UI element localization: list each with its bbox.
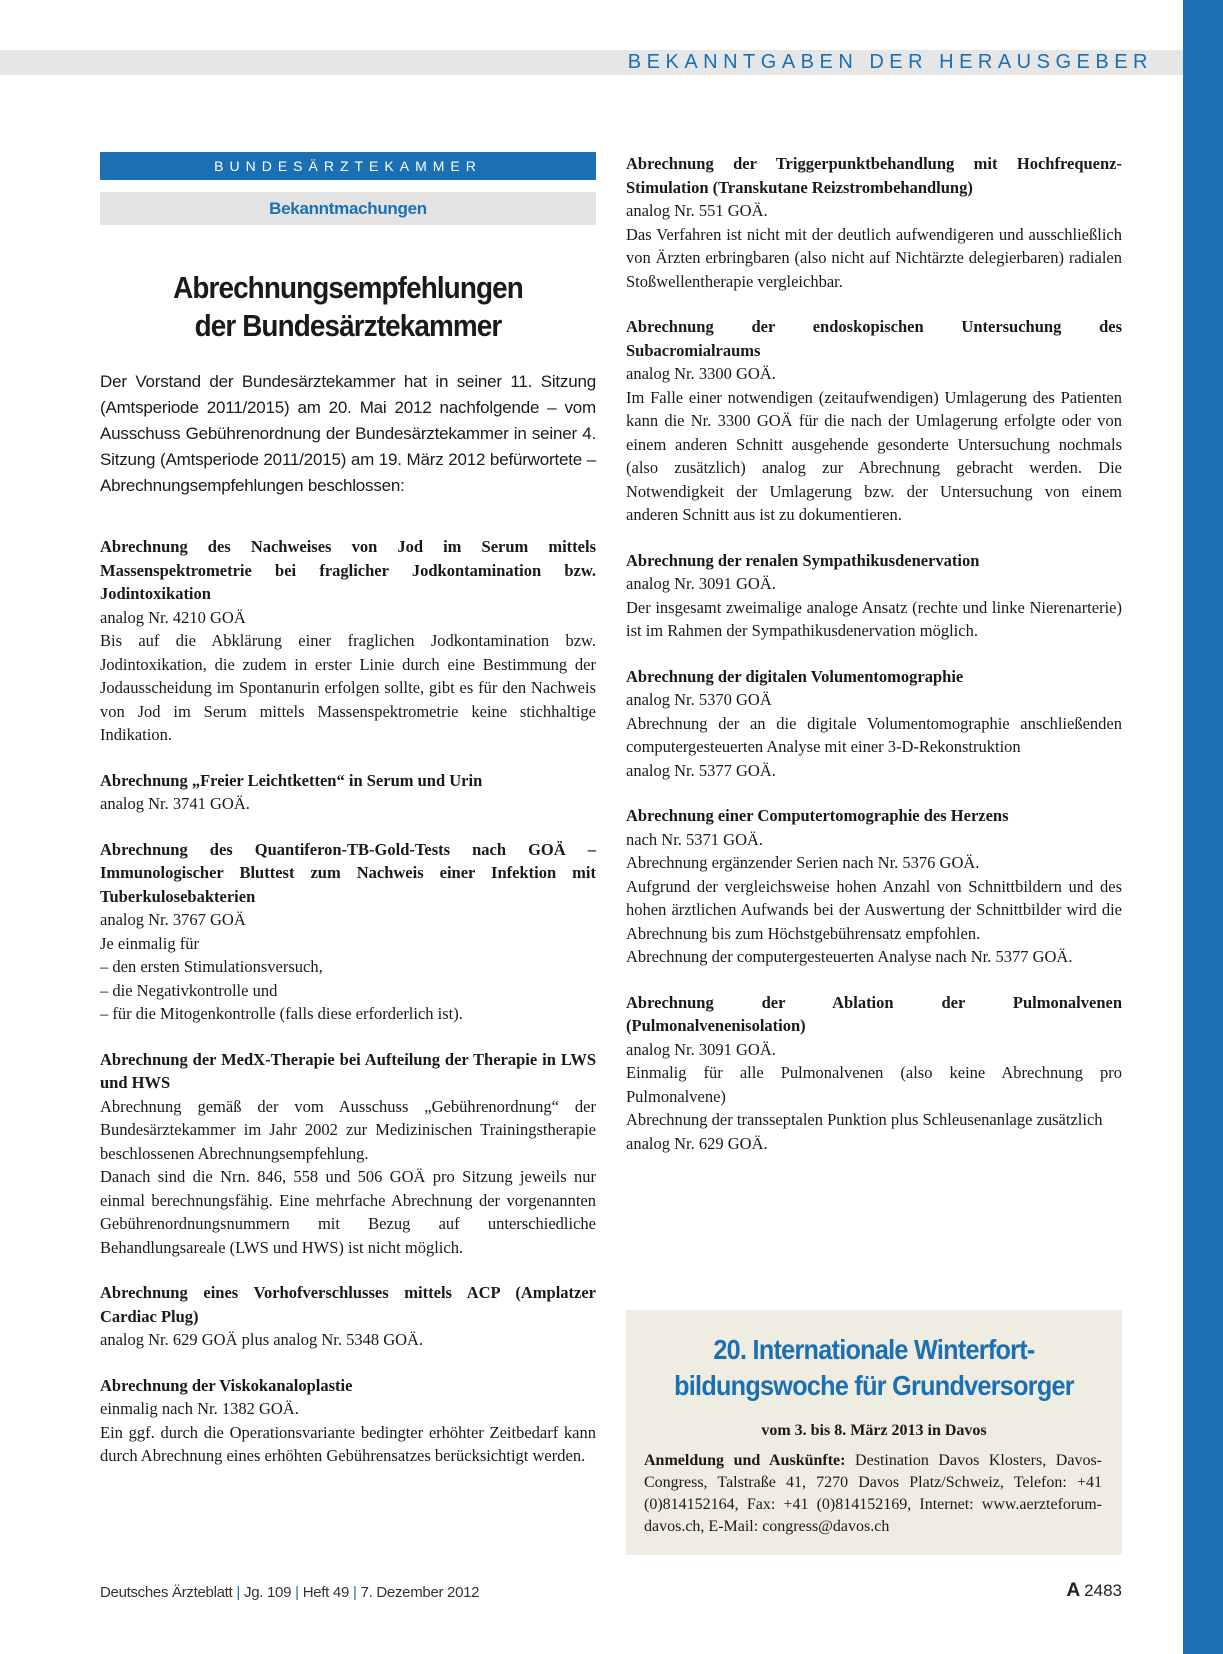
infobox-contact	[644, 1450, 1102, 1538]
infobox-title	[651, 1332, 1097, 1404]
footer-journal: Deutsches Ärzteblatt	[100, 1584, 233, 1601]
infobox-title-line-1: 20. Internationale Winterfort-	[713, 1334, 1035, 1365]
billing-item	[626, 804, 1122, 969]
billing-item-text: Das Verfahren ist nicht mit der deutlich aufwendigeren und ausschließlich von Ärzten erbringbaren (also nicht auf Nichtärzte delegierbaren) radialen Stoßwellentherapie vergleichbar.	[626, 224, 1122, 291]
billing-item-heading: Abrechnung einer Computertomographie des Herzens	[626, 806, 1009, 825]
left-column	[100, 152, 596, 1468]
billing-item-text: Ein ggf. durch die Operationsvariante bedingter erhöhter Zeitbedarf kann durch Abrechnung eines erhöhten Gebührensatzes berücksichtigt werden.	[100, 1422, 596, 1465]
billing-item-text: analog Nr. 3091 GOÄ.	[626, 574, 776, 593]
billing-item	[100, 535, 596, 747]
billing-item-text: Der insgesamt zweimalige analoge Ansatz (rechte und linke Nierenarterie) ist im Rahmen der Sympathikusdenervation möglich.	[626, 597, 1122, 640]
infobox-title-line-2: bildungswoche für Grundversorger	[674, 1370, 1074, 1401]
billing-item	[626, 665, 1122, 783]
billing-item-heading: Abrechnung „Freier Leichtketten“ in Serum und Urin	[100, 770, 483, 790]
billing-item-text: Im Falle einer notwendigen (zeitaufwendigen) Umlagerung des Patienten kann die Nr. 3300 GOÄ für die nach der Umlagerung erfolgte oder von einem anderen Schnitt ausgehende gesonderte Untersuchung nochmals (also zusätzlich) analog zur Abrechnung gebracht werden. Die Notwendigkeit der Umlagerung bzw. der Untersuchung von einem anderen Schnitt aus ist zu dokumentieren.	[626, 387, 1122, 524]
billing-item-text: Danach sind die Nrn. 846, 558 und 506 GOÄ pro Sitzung jeweils nur einmal berechnungsfähig. Eine mehrfache Abrechnung der vorgenannten Gebührenordnungsnummern mit Bezug auf unterschiedliche Behandlungsareale (LWS und HWS) ist nicht möglich.	[100, 1167, 596, 1257]
billing-item-text: – die Negativkontrolle und	[100, 980, 278, 1000]
billing-item-text: analog Nr. 4210 GOÄ	[100, 607, 246, 627]
billing-item-text: analog Nr. 3300 GOÄ.	[626, 364, 776, 383]
billing-item-text: Abrechnung ergänzender Serien nach Nr. 5376 GOÄ.	[626, 853, 980, 872]
billing-item-heading: Abrechnung der Ablation der Pulmonalvenen (Pulmonalvenenisolation)	[626, 992, 1122, 1035]
billing-item-text: analog Nr. 551 GOÄ.	[626, 201, 768, 220]
footer-date: 7. Dezember 2012	[360, 1584, 480, 1601]
left-items	[100, 535, 596, 1468]
billing-item-heading: Abrechnung der MedX-Therapie bei Aufteilung der Therapie in LWS und HWS	[100, 1049, 596, 1092]
right-items	[626, 152, 1122, 1155]
billing-item-text: Abrechnung gemäß der vom Ausschuss „Gebührenordnung“ der Bundesärztekammer im Jahr 2002 zur Medizinischen Trainingstherapie beschlossenen Abrechnungsempfehlung.	[100, 1096, 596, 1163]
billing-item-text: analog Nr. 3091 GOÄ.	[626, 1039, 776, 1059]
billing-item-heading: Abrechnung des Quantiferon-TB-Gold-Tests nach GOÄ – Immunologischer Bluttest zum Nachweis einer Infektion mit Tuberkulosebakterien	[100, 839, 596, 906]
billing-item-heading: Abrechnung der renalen Sympathikusdenervation	[626, 550, 980, 570]
billing-item-text: Einmalig für alle Pulmonalvenen (also keine Abrechnung pro Pulmonalvene)	[626, 1063, 1122, 1106]
infobox-contact-text: Destination Davos Klosters, Davos-Congress, Talstraße 41, 7270 Davos Platz/Schweiz, Telefon: +41 (0)814152164, Fax: +41 (0)814152169, Internet: www.aerzteforum-davos.ch, E-Mail: congress@davos.ch	[644, 1452, 1102, 1535]
infobox-contact-label: Anmeldung und Auskünfte:	[644, 1452, 846, 1469]
page-number-value: 2483	[1084, 1581, 1122, 1600]
article-title	[125, 269, 571, 345]
category-box: Bekanntmachungen	[100, 192, 596, 225]
side-stripe	[1183, 0, 1223, 1654]
infobox-date: vom 3. bis 8. März 2013 in Davos	[761, 1422, 987, 1439]
billing-item-text: – den ersten Stimulationsversuch,	[100, 957, 323, 976]
billing-item	[100, 838, 596, 1026]
billing-item-text: Abrechnung der transseptalen Punktion plus Schleusenanlage zusätzlich	[626, 1110, 1103, 1129]
billing-item-text: Aufgrund der vergleichsweise hohen Anzahl von Schnittbildern und des hohen ärztlichen Aufwands bei der Auswertung der Schnittbilder wird die Abrechnung bis zum Höchstgebührensatz empfohlen.	[626, 876, 1122, 943]
billing-item-text: analog Nr. 3741 GOÄ.	[100, 794, 250, 813]
footer-volume: Jg. 109	[244, 1584, 292, 1601]
footer	[100, 1580, 1122, 1606]
billing-item	[100, 1281, 596, 1352]
billing-item-text: einmalig nach Nr. 1382 GOÄ.	[100, 1399, 299, 1418]
event-infobox	[626, 1310, 1122, 1555]
billing-item-text: nach Nr. 5371 GOÄ.	[626, 829, 764, 849]
footer-citation: Deutsches Ärzteblatt | Jg. 109 | Heft 49 | 7. Dezember 2012	[100, 1584, 480, 1601]
billing-item-text: Abrechnung der an die digitale Volumentomographie anschließenden computergesteuerten Analyse mit einer 3-D-Rekonstruktion	[626, 713, 1122, 756]
billing-item-text: – für die Mitogenkontrolle (falls diese erforderlich ist).	[100, 1004, 463, 1023]
billing-item-heading: Abrechnung der Viskokanaloplastie	[100, 1375, 353, 1395]
page-prefix: A	[1066, 1580, 1081, 1601]
billing-item	[626, 549, 1122, 643]
billing-item-heading: Abrechnung der endoskopischen Untersuchung des Subacromialraums	[626, 317, 1122, 360]
title-line-1: Abrechnungsempfehlungen	[173, 270, 523, 305]
billing-item	[626, 991, 1122, 1156]
billing-item	[100, 1374, 596, 1468]
billing-item	[626, 152, 1122, 293]
billing-item-text: analog Nr. 629 GOÄ.	[626, 1133, 768, 1153]
page-number	[1066, 1580, 1122, 1602]
title-line-2: der Bundesärztekammer	[194, 308, 502, 343]
billing-item-heading: Abrechnung des Nachweises von Jod im Serum mittels Massenspektrometrie bei fraglicher Jodkontamination bzw. Jodintoxikation	[100, 537, 596, 603]
intro-paragraph: Der Vorstand der Bundesärztekammer hat in seiner 11. Sitzung (Amtsperiode 2011/2015) am 20. Mai 2012 nachfolgende – vom Ausschuss Gebührenordnung der Bundesärztekammer in seiner 4. Sitzung (Amtsperiode 2011/2015) am 19. März 2012 befürwortete – Abrechnungsempfehlungen beschlossen:	[100, 372, 596, 495]
billing-item	[100, 1048, 596, 1260]
billing-item	[626, 315, 1122, 527]
billing-item-text: Abrechnung der computergesteuerten Analyse nach Nr. 5377 GOÄ.	[626, 947, 1073, 966]
billing-item-heading: Abrechnung eines Vorhofverschlusses mittels ACP (Amplatzer Cardiac Plug)	[100, 1283, 596, 1326]
billing-item-text: analog Nr. 3767 GOÄ	[100, 910, 246, 929]
billing-item-text: analog Nr. 5370 GOÄ	[626, 690, 772, 709]
billing-item-text: Bis auf die Abklärung einer fraglichen Jodkontamination bzw. Jodintoxikation, die zudem in erster Linie durch eine Bestimmung der Jodausscheidung im Spontanurin erfolgen sollte, gibt es für den Nachweis von Jod im Serum mittels Massenspektrometrie keine stichhaltige Indikation.	[100, 631, 596, 744]
billing-item-heading: Abrechnung der Triggerpunktbehandlung mit Hochfrequenz-Stimulation (Transkutane Reizstrombehandlung)	[626, 154, 1122, 197]
kicker-box: BUNDESÄRZTEKAMMER	[100, 152, 596, 180]
billing-item-heading: Abrechnung der digitalen Volumentomographie	[626, 666, 964, 686]
billing-item	[100, 769, 596, 816]
right-column	[626, 152, 1122, 1155]
billing-item-text: analog Nr. 5377 GOÄ.	[626, 760, 776, 780]
section-label: BEKANNTGABEN DER HERAUSGEBER	[627, 51, 1153, 73]
billing-item-text: analog Nr. 629 GOÄ plus analog Nr. 5348 GOÄ.	[100, 1330, 424, 1349]
footer-issue: Heft 49	[302, 1584, 349, 1601]
billing-item-text: Je einmalig für	[100, 933, 199, 953]
